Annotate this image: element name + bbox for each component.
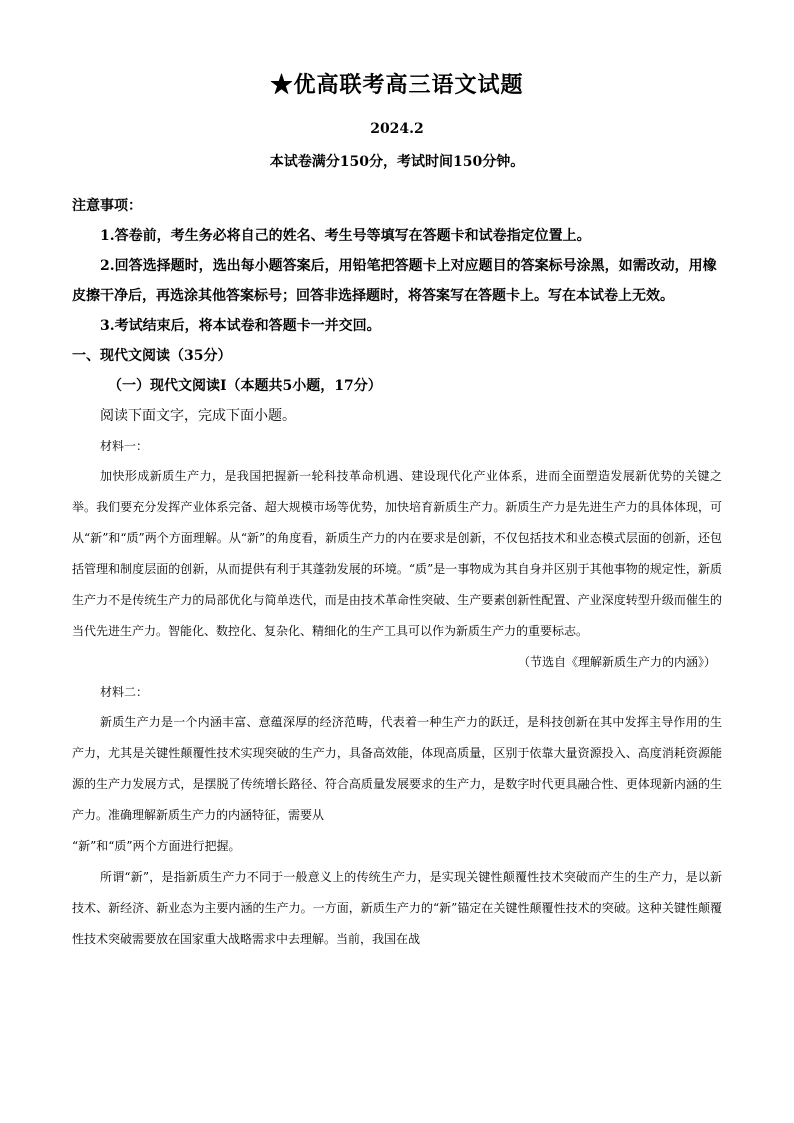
exam-note: 本试卷满分150分，考试时间150分钟。: [269, 154, 525, 170]
exam-date: 2024.2: [370, 121, 424, 137]
exam-title: ★优高联考高三语文试题: [270, 72, 524, 98]
section-heading: 一、现代文阅读（35分）: [72, 348, 232, 364]
instructions-heading: 注意事项：: [72, 198, 142, 214]
material1-label: 材料一：: [100, 439, 149, 453]
material1-text: 加快形成新质生产力，是我国把握新一轮科技革命机遇、建设现代化产业体系，进而全面塑造发展新优势的关键之举。我们要充分发挥产业体系完备、超大规模市场等优势，加快培育新质生产力。新质生产力是先进生产力的具体体现，可从“新”和“质”两个方面理解。从“新”的角度看，新质生产力的内在要求是创新，不仅包括技术和业态模式层面的创新，还包括管理和制度层面的创新，从而提供有利于其蓬勃发展的环境。“质”是一事物成为其自身并区别于其他事物的规定性，新质生产力不是传统生产力的局部优化与简单迭代，而是由技术革命性突破、生产要素创新性配置、产业深度转型升级而催生的当代先进生产力。智能化、数控化、复杂化、精细化的生产工具可以作为新质生产力的重要标志。: [72, 469, 722, 638]
instruction-item-1: 1.答卷前，考生务必将自己的姓名、考生号等填写在答题卡和试卷指定位置上。: [100, 228, 591, 244]
material2-paragraph-1b: “新”和“质”两个方面进行把握。: [72, 839, 241, 853]
material2-paragraph-1a: 新质生产力是一个内涵丰富、意蕴深厚的经济范畴，代表着一种生产力的跃迁，是科技创新在其中发挥主导作用的生产力，尤其是关键性颠覆性技术实现突破的生产力，具备高效能，体现高质量，区别于依靠大量资源投入、高度消耗资源能源的生产力发展方式，是摆脱了传统增长路径、符合高质量发展要求的生产力，是数字时代更具融合性、更体现新内涵的生产力。准确理解新质生产力的内涵特征，需要从: [72, 715, 722, 822]
material1-source: （节选自《理解新质生产力的内涵》）: [517, 655, 716, 669]
instruction-item-3: 3.考试结束后，将本试卷和答题卡一并交回。: [100, 318, 381, 334]
material2-paragraph-2: 所谓“新”，是指新质生产力不同于一般意义上的传统生产力，是实现关键性颠覆性技术突破而产生的生产力，是以新技术、新经济、新业态为主要内涵的生产力。一方面，新质生产力的“新”锚定在关键性颠覆性技术的突破。这种关键性颠覆性技术突破需要放在国家重大战略需求中去理解。当前，我国在战: [72, 870, 722, 946]
subsection-heading: （一）现代文阅读Ⅰ（本题共5小题，17分）: [108, 378, 382, 394]
instruction-item-2: 2.回答选择题时，选出每小题答案后，用铅笔把答题卡上对应题目的答案标号涂黑，如需改动，用橡皮擦干净后，再选涂其他答案标号；回答非选择题时，将答案写在答题卡上。写在本试卷上无效。: [72, 258, 717, 304]
material2-label: 材料二：: [100, 685, 149, 699]
exam-page: [72, 68, 722, 955]
reading-instruction: 阅读下面文字，完成下面小题。: [100, 408, 296, 424]
